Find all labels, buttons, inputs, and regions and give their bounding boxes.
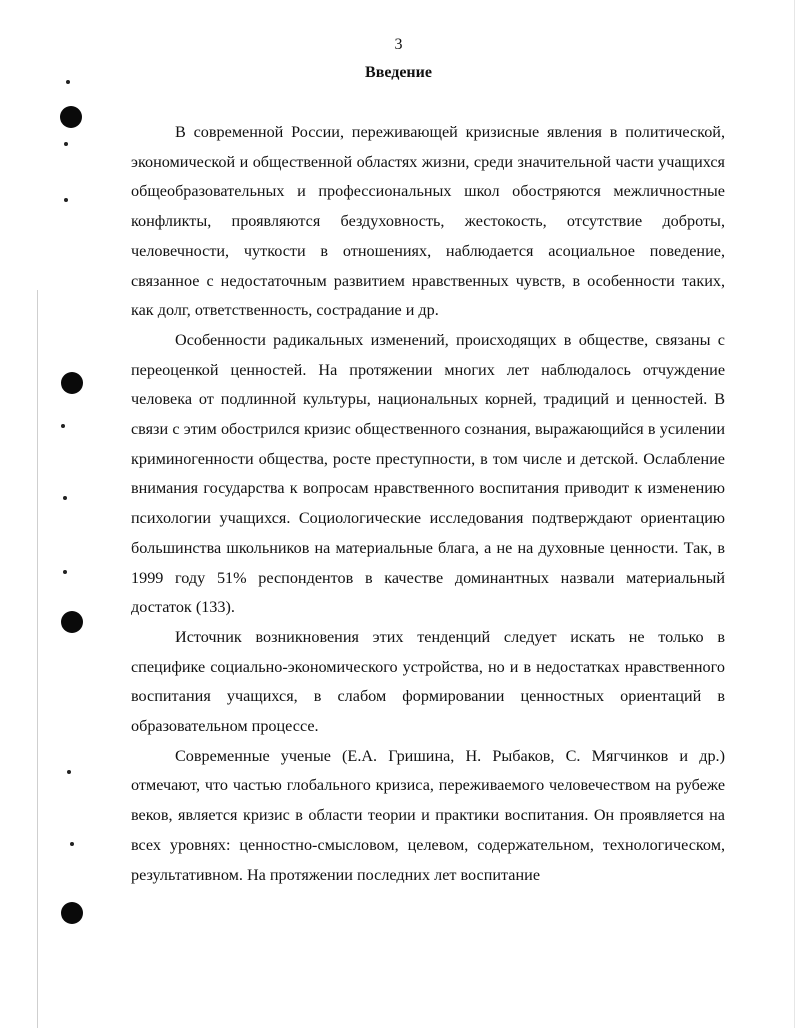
scan-speck [64,198,68,202]
paragraph: Особенности радикальных изменений, происходящих в обществе, связаны с переоценкой ценностей. На протяжении многих лет наблюдалось отчуждение человека от подлинной культуры, национальных корней, традиций и ценностей. В связи с этим обострился кризис общественного сознания, выражающийся в усилении криминогенности общества, росте преступности, в том числе и детской. Ослабление внимания государства к вопросам нравственного воспитания приводит к изменению психологии учащихся. Социологические исследования подтверждают ориентацию большинства школьников на материальные блага, а не на духовные ценности. Так, в 1999 году 51% респондентов в качестве доминантных назвали материальный достаток (133). [131,330,725,617]
scan-speck [67,770,71,774]
scan-speck [64,142,68,146]
punch-hole [60,106,82,128]
page-edge-line-left [37,290,38,1028]
paragraph: Современные ученые (Е.А. Гришина, Н. Рыбаков, С. Мягчинков и др.) отмечают, что частью глобального кризиса, переживаемого человечеством на рубеже веков, является кризис в области теории и практики воспитания. Он проявляется на всех уровнях: ценностно-смысловом, целевом, содержательном, технологическом, результативном. На протяжении последних лет воспитание [131,746,725,884]
punch-hole [61,372,83,394]
scan-speck [63,570,67,574]
page-number: 3 [394,36,403,53]
paragraph: Источник возникновения этих тенденций следует искать не только в специфике социально-экономического устройства, но и в недостатках нравственного воспитания учащихся, в слабом формировании ценностных ориентаций в образовательном процессе. [131,627,725,736]
scan-speck [70,842,74,846]
scan-speck [63,496,67,500]
punch-hole [61,902,83,924]
section-title: Введение [365,64,432,81]
punch-hole [61,611,83,633]
scan-speck [61,424,65,428]
body-text [131,118,725,890]
paragraph: В современной России, переживающей кризисные явления в политической, экономической и общественной областях жизни, среди значительной части учащихся общеобразовательных и профессиональных школ обостряются межличностные конфликты, проявляются бездуховность, жестокость, отсутствие доброты, человечности, чуткости в отношениях, наблюдается асоциальное поведение, связанное с недостаточным развитием нравственных чувств, в особенности таких, как долг, ответственность, сострадание и др. [131,123,725,320]
page-edge-line-right [794,0,795,1028]
